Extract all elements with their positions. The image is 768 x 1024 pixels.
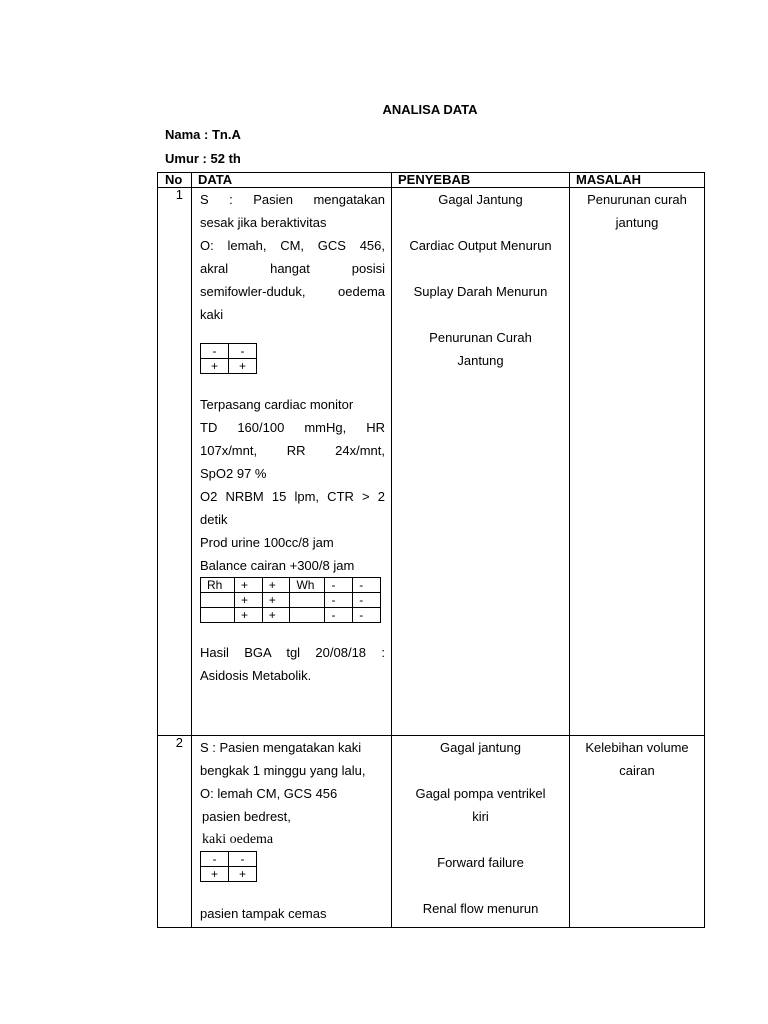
data-line: bengkak 1 minggu yang lalu, — [200, 763, 366, 778]
header-penyebab: PENYEBAB — [392, 173, 570, 188]
reflex-table — [200, 577, 381, 623]
penyebab-line: Penurunan Curah — [429, 330, 532, 345]
table-row — [158, 188, 705, 736]
mini-cell: + — [229, 359, 257, 374]
data-line: detik — [200, 512, 228, 527]
mini-cell: - — [201, 852, 229, 867]
data-line: Balance cairan +300/8 jam — [200, 558, 355, 573]
extremity-table — [200, 343, 257, 374]
data-line: kaki oedema — [202, 832, 274, 847]
grid-cell: + — [262, 578, 290, 593]
header-no: No — [158, 173, 192, 188]
mini-cell: + — [201, 867, 229, 882]
grid-cell: - — [325, 593, 353, 608]
grid-cell — [290, 593, 325, 608]
data-line: TD 160/100 mmHg, HR — [200, 420, 385, 435]
row-masalah-cell — [570, 188, 705, 736]
patient-name: Nama : Tn.A — [165, 127, 241, 142]
grid-cell: Rh — [201, 578, 235, 593]
row-masalah-cell — [570, 736, 705, 928]
grid-cell: + — [234, 593, 262, 608]
mini-cell: - — [229, 344, 257, 359]
data-line: 107x/mnt, RR 24x/mnt, — [200, 443, 385, 458]
table-row — [158, 736, 705, 928]
grid-cell: - — [325, 578, 353, 593]
penyebab-line: Renal flow menurun — [422, 901, 539, 916]
masalah-line: jantung — [615, 215, 659, 230]
grid-cell — [201, 608, 235, 623]
data-line: Prod urine 100cc/8 jam — [200, 535, 334, 550]
grid-cell: - — [353, 578, 381, 593]
masalah-line: Kelebihan volume — [585, 740, 689, 755]
data-line: Asidosis Metabolik. — [200, 668, 312, 683]
data-line: Terpasang cardiac monitor — [200, 397, 354, 412]
row-data-cell — [192, 736, 392, 928]
data-line: O: lemah, CM, GCS 456, — [200, 238, 385, 253]
grid-cell: + — [262, 593, 290, 608]
data-line: pasien tampak cemas — [200, 906, 327, 921]
table-header-row — [158, 173, 705, 188]
penyebab-line: Cardiac Output Menurun — [409, 238, 552, 253]
penyebab-line: Gagal pompa ventrikel — [415, 786, 546, 801]
penyebab-line: Jantung — [457, 353, 504, 368]
document-title: ANALISA DATA — [382, 102, 478, 117]
extremity-table — [200, 851, 257, 882]
row-data-cell — [192, 188, 392, 736]
header-masalah: MASALAH — [570, 173, 705, 188]
grid-cell: - — [353, 608, 381, 623]
grid-cell: Wh — [290, 578, 325, 593]
row-number: 1 — [158, 188, 192, 736]
patient-age: Umur : 52 th — [165, 151, 241, 166]
grid-cell: + — [234, 608, 262, 623]
data-line: S : Pasien mengatakan kaki — [200, 740, 362, 755]
masalah-line: Penurunan curah — [587, 192, 687, 207]
row-number: 2 — [158, 736, 192, 928]
data-line: pasien bedrest, — [202, 809, 291, 824]
data-line: S : Pasien mengatakan — [200, 192, 385, 207]
row-penyebab-cell — [392, 188, 570, 736]
data-line: SpO2 97 % — [200, 466, 267, 481]
masalah-line: cairan — [619, 763, 655, 778]
data-line: semifowler-duduk, oedema — [200, 284, 385, 299]
mini-cell: + — [229, 867, 257, 882]
row-penyebab-cell — [392, 736, 570, 928]
grid-cell — [290, 608, 325, 623]
grid-cell: - — [325, 608, 353, 623]
grid-cell: + — [234, 578, 262, 593]
data-line: kaki — [200, 307, 224, 322]
mini-cell: - — [201, 344, 229, 359]
data-line: O2 NRBM 15 lpm, CTR > 2 — [200, 489, 385, 504]
data-line: Hasil BGA tgl 20/08/18 : — [200, 645, 385, 660]
data-line: O: lemah CM, GCS 456 — [200, 786, 338, 801]
mini-cell: - — [229, 852, 257, 867]
penyebab-line: Forward failure — [437, 855, 524, 870]
mini-cell: + — [201, 359, 229, 374]
analysis-table — [157, 172, 705, 928]
penyebab-line: kiri — [472, 809, 489, 824]
grid-cell: + — [262, 608, 290, 623]
grid-cell — [201, 593, 235, 608]
penyebab-line: Suplay Darah Menurun — [413, 284, 548, 299]
penyebab-line: Gagal jantung — [440, 740, 521, 755]
data-line: akral hangat posisi — [200, 261, 385, 276]
grid-cell: - — [353, 593, 381, 608]
data-line: sesak jika beraktivitas — [200, 215, 327, 230]
header-data: DATA — [192, 173, 392, 188]
penyebab-line: Gagal Jantung — [438, 192, 523, 207]
